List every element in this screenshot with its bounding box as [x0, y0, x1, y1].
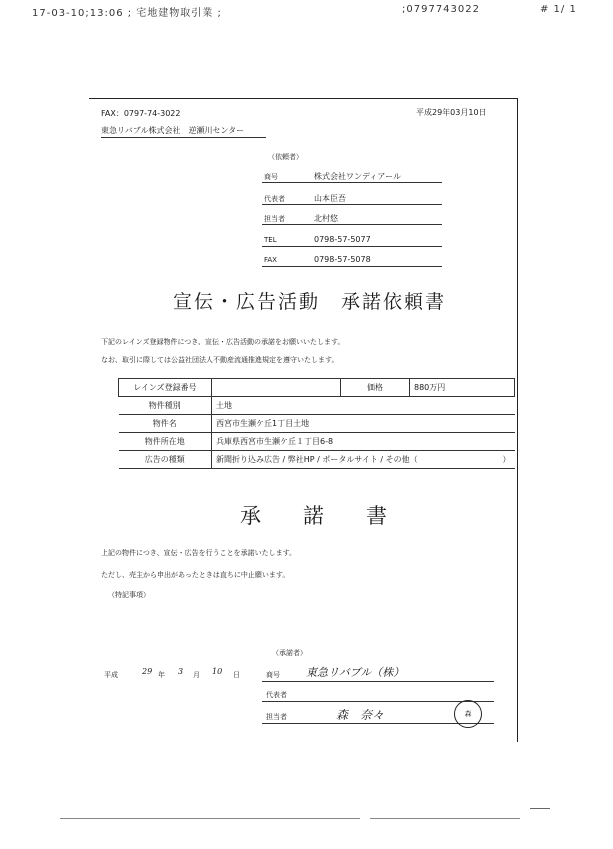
approver-person: 森 奈々 — [336, 708, 385, 722]
approver-label-rep: 代表者 — [266, 691, 287, 699]
requester-rep: 山本臣吾 — [314, 194, 346, 203]
notes-label: （特記事項） — [108, 591, 150, 599]
requester-tel: 0798-57-5077 — [314, 235, 371, 244]
sign-year-unit: 年 — [158, 671, 165, 679]
requester-label-company: 商号 — [264, 173, 278, 181]
price-value: 880万円 — [410, 379, 515, 397]
sign-year: 29 — [142, 667, 153, 676]
consent-line-2: ただし、売主から申出があったときは直ちに中止願います。 — [101, 571, 290, 579]
ad-type-value: 新聞折り込み広告 / 弊社HP / ポータルサイト / その他（ — [216, 455, 418, 464]
document-date: 平成29年03月10日 — [416, 108, 487, 117]
sign-day-unit: 日 — [233, 671, 240, 679]
requester-fax: 0798-57-5078 — [314, 255, 371, 264]
sign-era: 平成 — [104, 671, 118, 679]
ad-type-label: 広告の種類 — [119, 451, 212, 469]
address-label: 物件所在地 — [119, 433, 212, 451]
requester-label-fax: FAX — [264, 256, 277, 264]
ad-type-end: ） — [502, 455, 511, 464]
type-label: 物件種別 — [119, 397, 212, 415]
recipient: 東急リバブル株式会社 逆瀬川センター — [101, 126, 245, 135]
type-value: 土地 — [216, 401, 232, 410]
requester-label-rep: 代表者 — [264, 195, 285, 203]
fax-header-number: ;0797743022 — [402, 4, 480, 15]
requester-label-person: 担当者 — [264, 215, 285, 223]
approver-company: 東急リバブル（株） — [306, 666, 405, 679]
requester-label-tel: TEL — [264, 236, 277, 244]
fax-number: FAX：0797-74-3022 — [101, 109, 181, 118]
fax-header-page: # 1/ 1 — [540, 4, 577, 15]
sign-day: 10 — [212, 667, 223, 676]
address-value: 兵庫県西宮市生瀬ケ丘１丁目6-8 — [216, 437, 334, 446]
requester-person: 北村悠 — [314, 214, 338, 223]
page-title: 宣伝・広告活動 承諾依頼書 — [173, 291, 447, 313]
fax-header-left: 17-03-10;13:06 ; 宅地建物取引業 ; — [32, 8, 222, 19]
reins-label: レインズ登録番号 — [119, 379, 212, 397]
name-value: 西宮市生瀬ケ丘1丁目土地 — [216, 419, 310, 428]
intro-line-2: なお、取引に際しては公益社団法人不動産流通推進規定を遵守いたします。 — [101, 356, 339, 364]
requester-company: 株式会社ワンディアール — [314, 172, 401, 181]
consent-title: 承 諾 書 — [240, 504, 387, 528]
property-table — [118, 378, 515, 469]
hanko-seal: 森 — [454, 700, 482, 728]
approver-label-person: 担当者 — [266, 713, 287, 721]
sign-month-unit: 月 — [193, 671, 200, 679]
consent-line-1: 上記の物件につき、宣伝・広告を行うことを承諾いたします。 — [101, 549, 297, 557]
approver-label: （承諾者） — [272, 649, 307, 657]
approver-label-company: 商号 — [266, 671, 280, 679]
price-label: 価格 — [341, 379, 410, 397]
intro-line-1: 下記のレインズ登録物件につき、宣伝・広告活動の承諾をお願いいたします。 — [101, 338, 345, 346]
requester-label: （依頼者） — [268, 153, 303, 161]
sign-month: 3 — [178, 667, 184, 676]
name-label: 物件名 — [119, 415, 212, 433]
reins-value — [212, 379, 341, 397]
